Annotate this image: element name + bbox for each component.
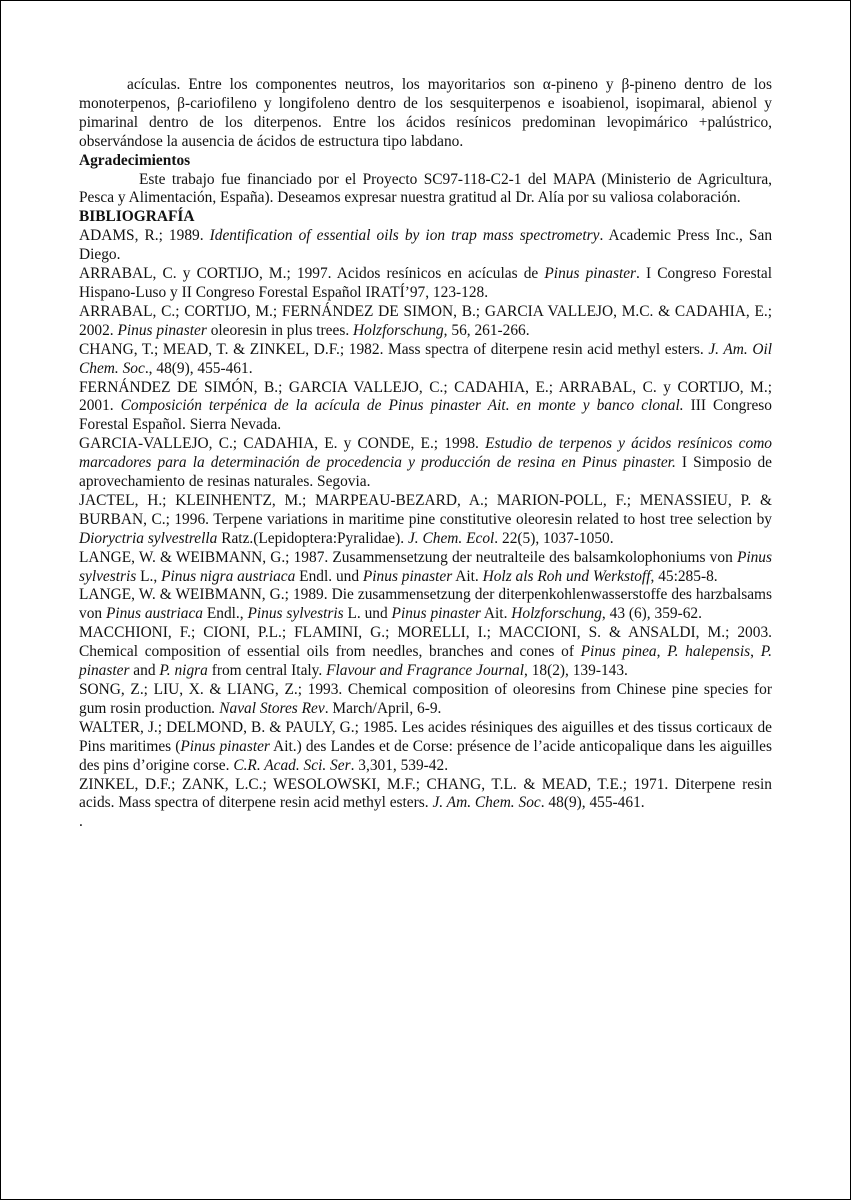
reference-italic-text: Dioryctria sylvestrella: [79, 529, 218, 547]
reference-italic-text: J. Am. Oil Chem. Soc: [79, 340, 772, 377]
reference-italic-text: .: [211, 699, 216, 717]
reference-text: ARRABAL, C. y CORTIJO, M.; 1997. Acidos resínicos en acículas de: [79, 265, 545, 283]
reference-italic-text: Holzforschung: [511, 605, 602, 623]
reference-entry: [79, 586, 772, 624]
reference-italic-text: J. Am. Chem. Soc: [432, 794, 541, 812]
reference-entry: [79, 227, 772, 265]
reference-text: oleoresin in plus trees.: [206, 321, 354, 339]
reference-text: ZINKEL, D.F.; ZANK, L.C.; WESOLOWSKI, M.F.; CHANG, T.L. & MEAD, T.E.; 1971. Diterpene resin acids. Mass spectra of diterpene resin acid methyl esters.: [79, 775, 772, 812]
reference-text: WALTER, J.; DELMOND, B. & PAULY, G.; 1985. Les acides résiniques des aiguilles et des tissus corticaux de Pins maritimes (: [79, 718, 772, 755]
reference-italic-text: C.R. Acad. Sci. Ser: [233, 756, 351, 774]
reference-text: Ait.: [480, 605, 512, 623]
reference-italic-text: Pinus pinaster: [362, 567, 453, 585]
reference-text: LANGE, W. & WEIBMANN, G.; 1989. Die zusammensetzung der diterpenkohlenwasserstoffe des harzbalsams von: [79, 586, 772, 623]
reference-text: SONG, Z.; LIU, X. & LIANG, Z.; 1993. Chemical composition of oleoresins from Chinese pine species for gum rosin production: [79, 681, 772, 717]
reference-italic-text: Estudio de terpenos y ácidos resínicos como marcadores para la determinación de procedencia y producción de resina en Pinus pinaster.: [79, 435, 773, 472]
reference-text: , 56, 261-266.: [443, 321, 530, 339]
reference-italic-text: Pinus pinaster: [391, 605, 481, 623]
reference-text: I Simposio de aprovechamiento de resinas naturales. Segovia.: [79, 454, 772, 491]
reference-entry: [79, 776, 772, 814]
reference-text: . I Congreso Forestal Hispano-Luso y II Congreso Forestal Español IRATÍ’97, 123-128.: [79, 265, 773, 301]
page-content: [79, 76, 772, 832]
reference-italic-text: Holz als Roh und Werkstoff: [482, 567, 651, 585]
reference-text: CHANG, T.; MEAD, T. & ZINKEL, D.F.; 1982. Mass spectra of diterpene resin acid methyl esters.: [79, 340, 709, 358]
reference-italic-text: Naval Stores Rev: [219, 699, 325, 717]
reference-text: FERNÁNDEZ DE SIMÓN, B.; GARCIA VALLEJO, C.; CADAHIA, E.; ARRABAL, C. y CORTIJO, M.; 2001.: [79, 378, 772, 415]
reference-italic-text: Holzforschung: [353, 321, 444, 339]
reference-text: III Congreso Forestal Español. Sierra Nevada.: [79, 397, 772, 434]
reference-text: ,: [750, 643, 761, 661]
reference-text: ARRABAL, C.; CORTIJO, M.; FERNÁNDEZ DE SIMON, B.; GARCIA VALLEJO, M.C. & CADAHIA, E.; 2002.: [79, 302, 772, 339]
reference-italic-text: Identification of essential oils by ion trap mass spectrometry: [209, 227, 600, 245]
reference-italic-text: Pinus austriaca: [105, 605, 203, 623]
reference-text: from central Italy.: [207, 662, 327, 680]
reference-italic-text: P. halepensis: [667, 643, 751, 661]
trailing-mark: .: [79, 813, 83, 831]
reference-text: ADAMS, R.; 1989.: [79, 227, 210, 245]
reference-italic-text: P. pinaster: [79, 643, 772, 680]
reference-text: MACCHIONI, F.; CIONI, P.L.; FLAMINI, G.; MORELLI, I.; MACCIONI, S. & ANSALDI, M.; 2003. Chemical composition of essential oils from needles, branches and cones of: [79, 624, 772, 661]
reference-text: ., 48(9), 455-461.: [144, 359, 253, 377]
reference-list: [79, 227, 772, 813]
reference-text: . March/April, 6-9.: [324, 699, 442, 717]
reference-italic-text: Pinus sylvestris: [79, 548, 772, 585]
reference-text: . Academic Press Inc., San Diego.: [79, 227, 773, 264]
reference-text: . 22(5), 1037-1050.: [494, 529, 614, 547]
acknowledgements-paragraph: Este trabajo fue financiado por el Proyecto SC97-118-C2-1 del MAPA (Ministerio de Agricultura, Pesca y Alimentación, España). Deseamos expresar nuestra gratitud al Dr. Alía por su valiosa colaboración.: [79, 170, 772, 207]
reference-text: Ait.: [452, 567, 483, 585]
reference-italic-text: Pinus pinaster: [117, 321, 207, 339]
reference-italic-text: Pinus nigra austriaca: [161, 567, 296, 585]
reference-text: JACTEL, H.; KLEINHENTZ, M.; MARPEAU-BEZARD, A.; MARION-POLL, F.; MENASSIEU, P. & BURBAN, C.; 1996. Terpene variations in maritime pine constitutive oleoresin related to host tree selection by: [79, 491, 772, 528]
reference-text: , 18(2), 139-143.: [524, 662, 628, 680]
reference-entry: [79, 265, 772, 303]
reference-text: LANGE, W. & WEIBMANN, G.; 1987. Zusammensetzung der neutralteile des balsamkolophoniums von: [79, 548, 737, 566]
reference-italic-text: Pinus pinaster: [180, 737, 270, 755]
intro-paragraph: acículas. Entre los componentes neutros, los mayoritarios son α-pineno y β-pineno dentro de los monoterpenos, β-cariofileno y longifoleno dentro de los sesquiterpenos e isoabienol, isopimaral, abienol y pimarinal dentro de los diterpenos. Entre los ácidos resínicos predominan levopimárico +palústrico, observándose la ausencia de ácidos de estructura tipo labdano.: [79, 76, 772, 150]
reference-entry: [79, 681, 772, 719]
reference-entry: [79, 549, 772, 587]
reference-text: Endl. und: [295, 567, 363, 585]
reference-text: Ratz.(Lepidoptera:Pyralidae).: [217, 529, 408, 547]
reference-italic-text: Flavour and Fragrance Journal: [326, 662, 524, 680]
reference-text: and: [129, 662, 160, 680]
reference-text: L. und: [343, 605, 392, 623]
acknowledgements-heading: Agradecimientos: [79, 151, 191, 169]
reference-entry: [79, 379, 772, 436]
reference-text: ,: [656, 643, 668, 661]
reference-entry: [79, 303, 772, 341]
reference-entry: [79, 435, 772, 492]
reference-text: , 45:285-8.: [650, 567, 718, 585]
reference-italic-text: P. nigra: [159, 662, 208, 680]
reference-italic-text: Pinus sylvestris: [247, 605, 344, 623]
reference-text: . 48(9), 455-461.: [540, 794, 645, 812]
reference-text: . 3,301, 539-42.: [350, 756, 449, 774]
reference-text: Endl.,: [203, 605, 248, 623]
reference-italic-text: Composición terpénica de la acícula de Pinus pinaster Ait. en monte y banco clonal.: [120, 397, 684, 415]
reference-entry: [79, 719, 772, 776]
reference-italic-text: J. Chem. Ecol: [407, 529, 495, 547]
reference-text: GARCIA-VALLEJO, C.; CADAHIA, E. y CONDE, E.; 1998.: [79, 435, 486, 453]
reference-text: L.,: [136, 567, 162, 585]
reference-entry: [79, 492, 772, 549]
reference-entry: [79, 341, 772, 379]
reference-italic-text: Pinus pinea: [580, 643, 657, 661]
reference-entry: [79, 624, 772, 681]
reference-text: Ait.) des Landes et de Corse: présence de l’acide anticopalique dans les aiguilles des pins d’origine corse.: [79, 737, 772, 774]
reference-text: , 43 (6), 359-62.: [601, 605, 702, 623]
reference-italic-text: Pinus pinaster: [544, 265, 637, 283]
bibliography-heading: BIBLIOGRAFÍA: [79, 208, 195, 226]
